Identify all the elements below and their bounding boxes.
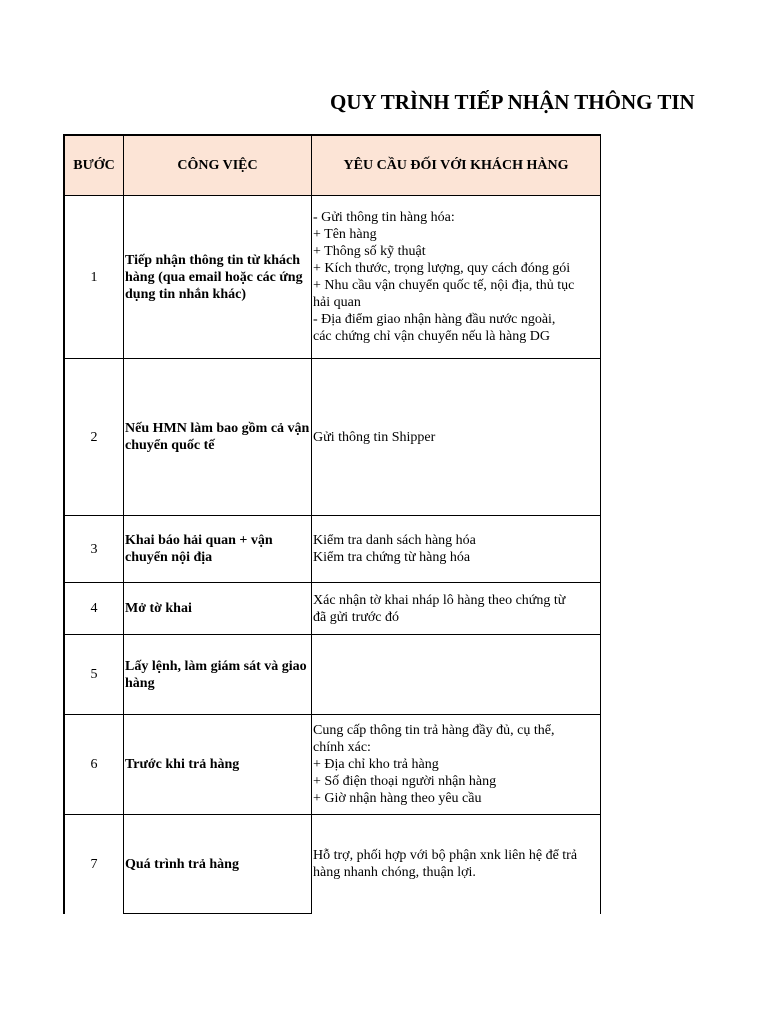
requirement-cell — [312, 583, 601, 635]
requirement-line: + Kích thước, trọng lượng, quy cách đóng gói — [313, 261, 571, 276]
requirement-line: chính xác: — [313, 740, 371, 755]
requirement-line: Cung cấp thông tin trả hàng đầy đủ, cụ thể, — [313, 723, 555, 738]
requirement-line: hải quan — [313, 295, 361, 310]
header-task: CÔNG VIỆC — [124, 135, 312, 196]
requirement-cell — [312, 635, 601, 715]
requirement-cell — [312, 359, 601, 516]
header-requirement: YÊU CẦU ĐỐI VỚI KHÁCH HÀNG — [312, 135, 601, 196]
requirement-line: các chứng chỉ vận chuyển nếu là hàng DG — [313, 329, 550, 344]
table-row — [64, 516, 601, 583]
table-row — [64, 635, 601, 715]
task-cell: Tiếp nhận thông tin từ khách hàng (qua email hoặc các ứng dụng tin nhắn khác) — [124, 196, 312, 359]
requirement-line: đã gửi trước đó — [313, 609, 399, 625]
page-title: QUY TRÌNH TIẾP NHẬN THÔNG TIN — [330, 90, 695, 114]
requirement-cell — [312, 516, 601, 583]
requirement-line: - Địa điểm giao nhận hàng đầu nước ngoài, — [313, 312, 556, 327]
requirement-line: + Số điện thoại người nhận hàng — [313, 774, 497, 789]
requirement-line: + Thông số kỹ thuật — [313, 244, 426, 259]
table-row — [64, 715, 601, 815]
requirement-line: + Tên hàng — [313, 227, 377, 242]
task-cell: Khai báo hải quan + vận chuyển nội địa — [124, 516, 312, 583]
table-row — [64, 359, 601, 516]
task-cell: Mở tờ khai — [124, 583, 312, 635]
step-number: 6 — [64, 715, 124, 815]
step-number: 4 — [64, 583, 124, 635]
step-number: 2 — [64, 359, 124, 516]
requirement-cell — [312, 815, 601, 914]
step-number: 7 — [64, 815, 124, 914]
requirement-line: Kiểm tra danh sách hàng hóa — [313, 533, 476, 548]
requirement-line: Hỗ trợ, phối hợp với bộ phận xnk liên hệ để trả — [313, 848, 578, 864]
requirement-cell — [312, 196, 601, 359]
step-number: 3 — [64, 516, 124, 583]
task-cell: Nếu HMN làm bao gồm cả vận chuyển quốc tế — [124, 359, 312, 516]
requirement-line: Gửi thông tin Shipper — [313, 429, 436, 445]
requirement-cell — [312, 715, 601, 815]
requirement-line: + Địa chỉ kho trả hàng — [313, 757, 439, 772]
table-body — [64, 196, 601, 914]
requirement-line: + Nhu cầu vận chuyển quốc tế, nội địa, thủ tục — [313, 278, 575, 293]
requirement-line: Xác nhận tờ khai nháp lô hàng theo chứng từ — [313, 592, 566, 608]
step-number: 5 — [64, 635, 124, 715]
header-step: BƯỚC — [64, 135, 124, 196]
requirement-line: hàng nhanh chóng, thuận lợi. — [313, 865, 476, 881]
task-cell: Trước khi trả hàng — [124, 715, 312, 815]
table-row — [64, 196, 601, 359]
table-row — [64, 583, 601, 635]
step-number: 1 — [64, 196, 124, 359]
table-header-row — [64, 135, 601, 196]
task-cell: Quá trình trả hàng — [124, 815, 312, 914]
requirement-line: + Giờ nhận hàng theo yêu cầu — [313, 791, 482, 806]
requirement-line: Kiểm tra chứng từ hàng hóa — [313, 550, 471, 565]
process-table — [63, 134, 601, 914]
table-row — [64, 815, 601, 914]
task-cell: Lấy lệnh, làm giám sát và giao hàng — [124, 635, 312, 715]
requirement-line: - Gửi thông tin hàng hóa: — [313, 210, 455, 225]
